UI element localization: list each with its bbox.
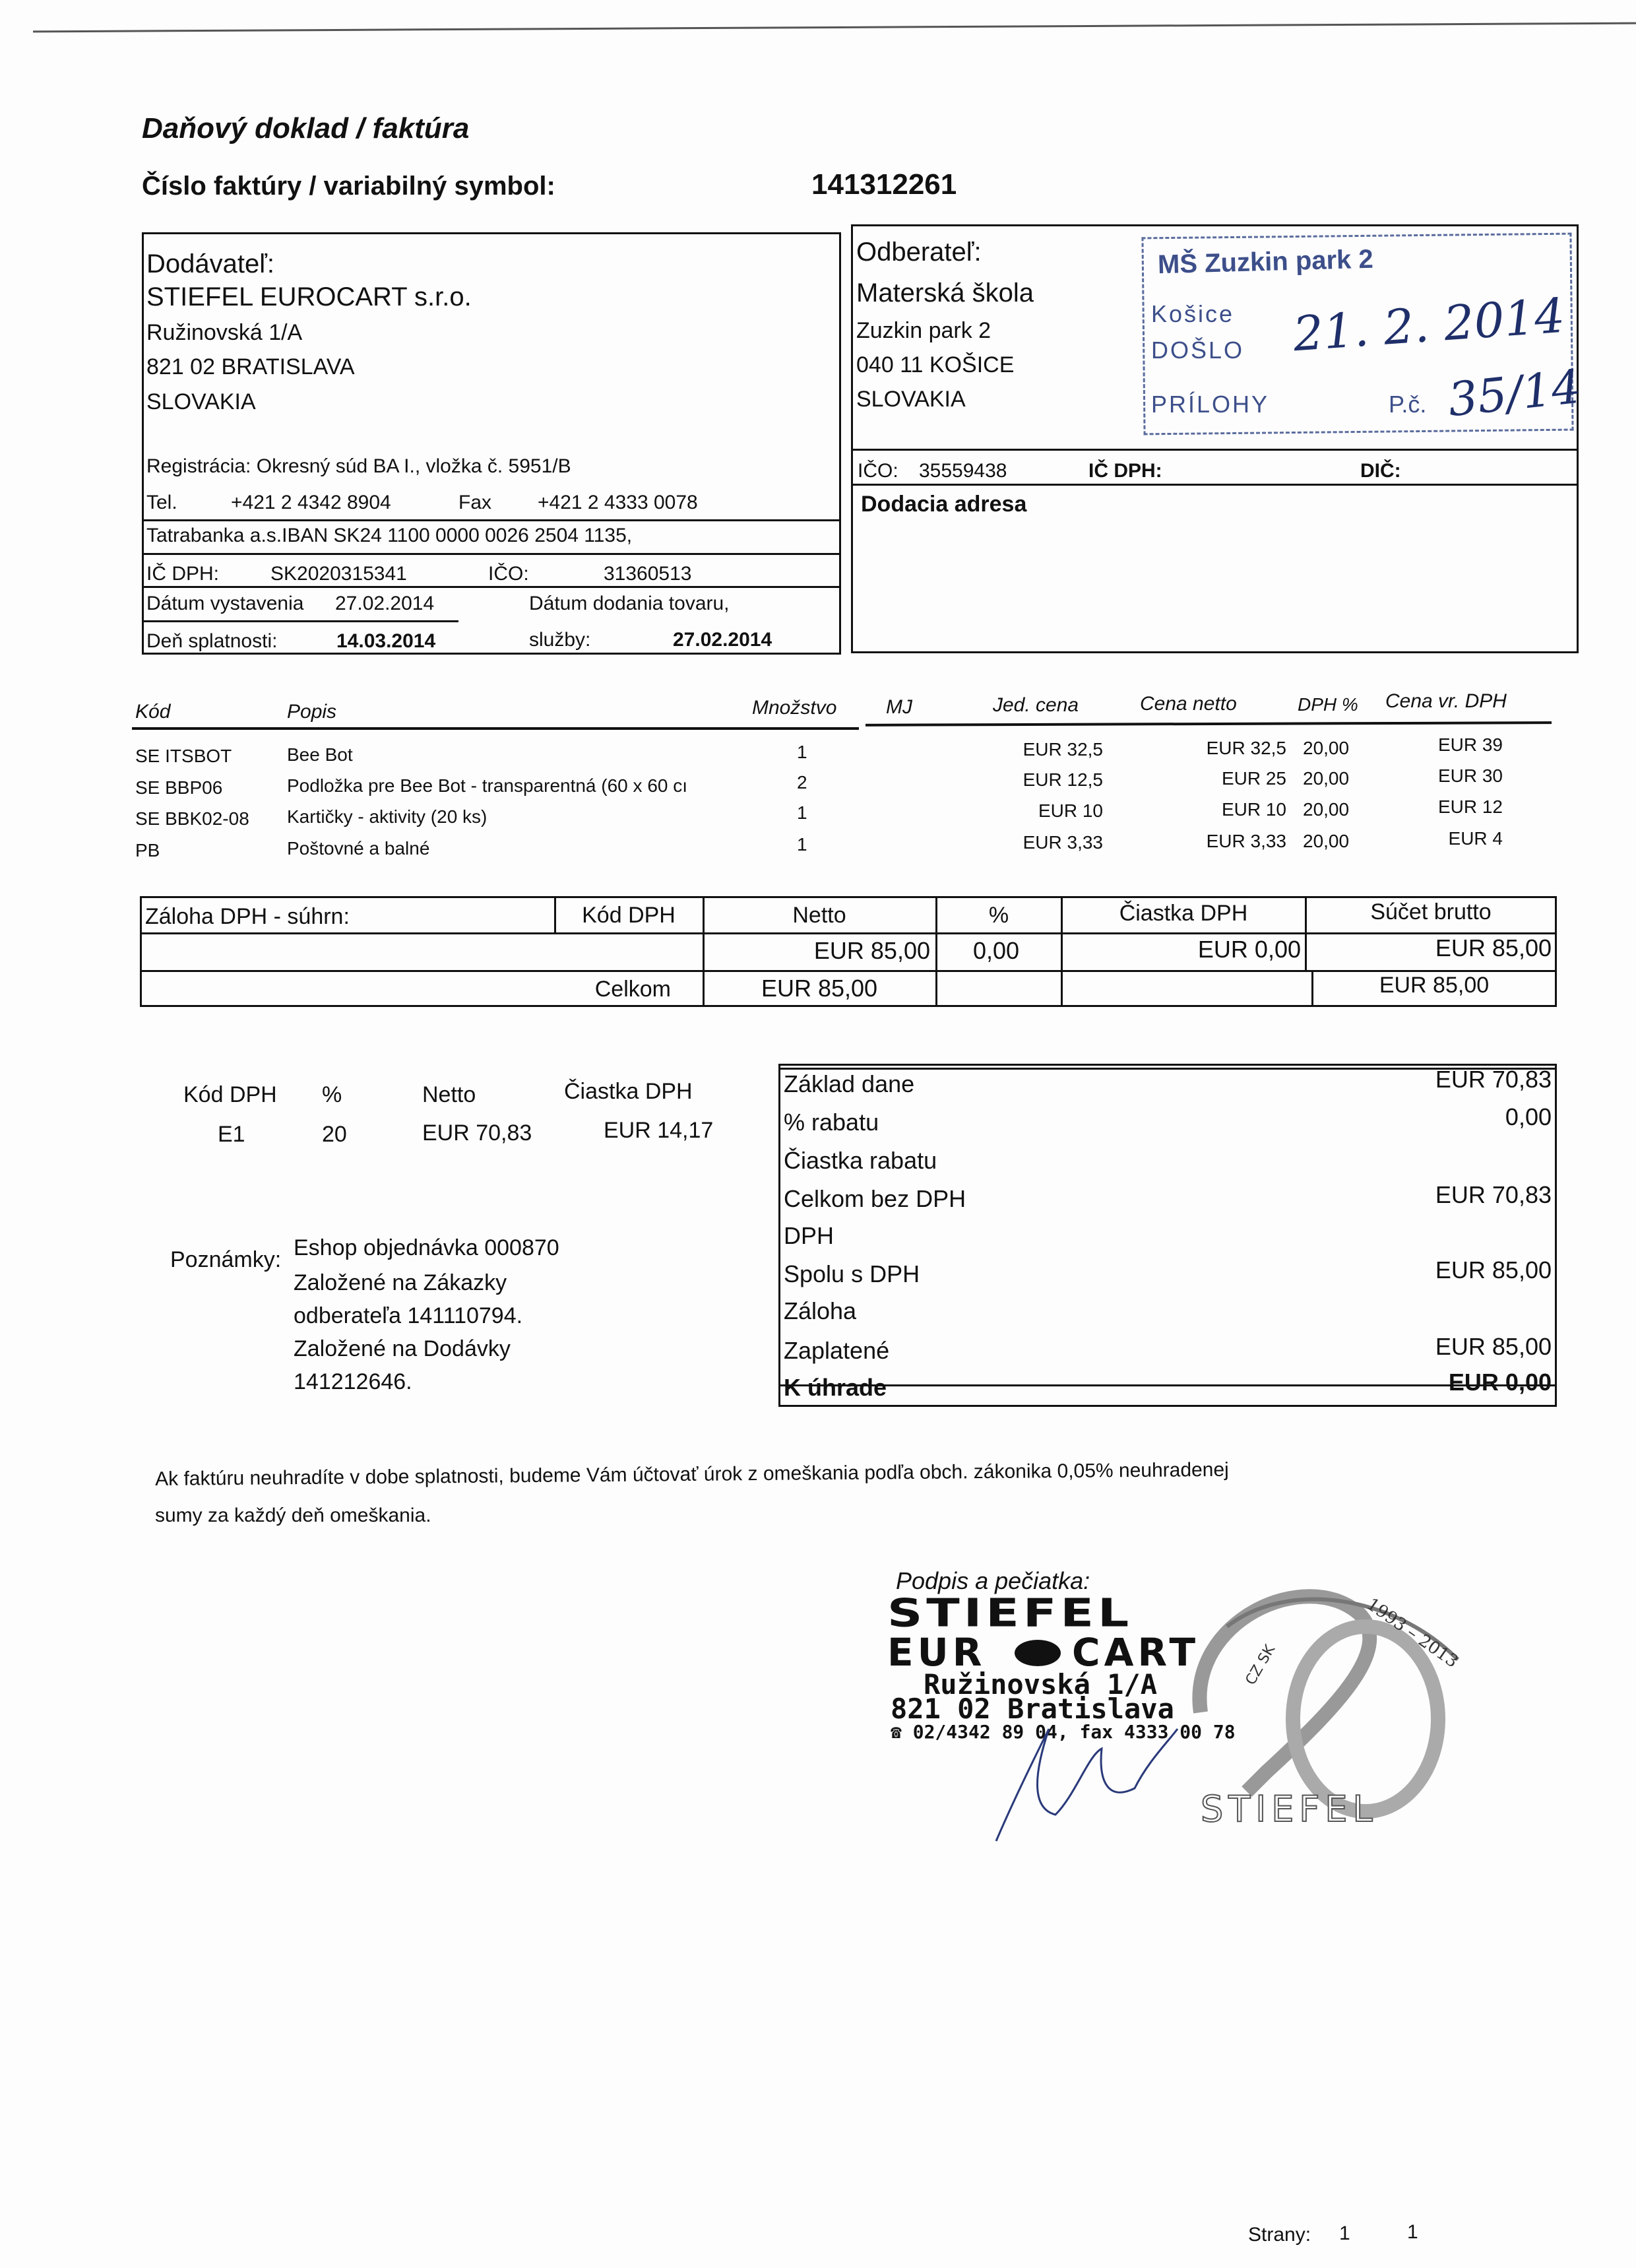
vat-header-pct: %: [322, 1082, 342, 1107]
advance-total-label: Celkom: [594, 977, 671, 1002]
customer-ico-label: IČO:: [858, 460, 898, 482]
supplier-tel-label: Tel.: [146, 492, 177, 513]
customer-name: Materská škola: [856, 278, 1034, 308]
item-vat: 20,00: [1303, 738, 1350, 758]
supplier-city: 821 02 BRATISLAVA: [146, 354, 355, 379]
item-desc: Podložka pre Bee Bot - transparentná (60 x 60 cı: [287, 775, 688, 796]
totals-value: EUR 85,00: [1435, 1256, 1552, 1283]
stamp-pc-handwritten: 35/14: [1445, 359, 1584, 428]
totals-value: 0,00: [1505, 1103, 1552, 1130]
due-date: 14.03.2014: [336, 630, 436, 652]
advance-header-net: Netto: [792, 903, 846, 928]
divider: [142, 519, 841, 521]
totals-label: Zaplatené: [784, 1337, 890, 1364]
totals-value: EUR 85,00: [1435, 1333, 1552, 1360]
item-gross: EUR 4: [1448, 828, 1503, 849]
totals-label: Záloha: [784, 1297, 857, 1324]
vat-net: EUR 70,83: [422, 1120, 532, 1146]
item-vat: 20,00: [1303, 831, 1350, 851]
item-unit-price: EUR 12,5: [1022, 769, 1103, 790]
due-date-label: Deň splatnosti:: [146, 630, 278, 652]
col-header-desc: Popis: [287, 701, 337, 723]
item-code: SE BBP06: [135, 777, 223, 798]
items-header-line: [132, 727, 859, 730]
company-stamp-name: STIEFEL: [887, 1590, 1133, 1636]
advance-net: EUR 85,00: [813, 937, 930, 964]
invoice-number: 141312261: [811, 168, 957, 201]
stamp-line-2: Košice: [1151, 300, 1235, 327]
divider: [851, 484, 1579, 486]
item-desc: Poštovné a balné: [287, 838, 430, 859]
totals-label: Celkom bez DPH: [784, 1185, 966, 1212]
customer-heading: Odberateľ:: [856, 238, 982, 267]
page-current: 1: [1339, 2222, 1350, 2244]
issue-date: 27.02.2014: [335, 593, 435, 614]
advance-header-code: Kód DPH: [582, 903, 676, 928]
company-stamp-street: Ružinovská 1/A: [924, 1668, 1158, 1701]
advance-pct: 0,00: [973, 937, 1020, 964]
divider: [140, 970, 1557, 972]
item-code: PB: [135, 840, 160, 860]
supplier-heading: Dodávateľ:: [146, 249, 275, 278]
vat-code: E1: [218, 1122, 245, 1147]
delivery-date-label-2: služby:: [529, 629, 591, 651]
pages-label: Strany:: [1248, 2224, 1311, 2246]
advance-header-pct: %: [988, 903, 1009, 928]
supplier-icdph-label: IČ DPH:: [146, 563, 220, 585]
page-total: 1: [1407, 2221, 1418, 2243]
delivery-date: 27.02.2014: [673, 629, 772, 651]
item-vat: 20,00: [1303, 768, 1350, 789]
item-qty: 1: [797, 802, 807, 823]
company-stamp-cart: CART: [1072, 1630, 1200, 1675]
company-stamp-phone: ☎ 02/4342 89 04, fax 4333 00 78: [891, 1721, 1236, 1743]
totals-label-due: K úhrade: [784, 1374, 887, 1401]
notes-line: 141212646.: [294, 1369, 412, 1394]
vat-header-vat: Čiastka DPH: [564, 1079, 693, 1104]
company-stamp-eur: EUR: [887, 1630, 986, 1675]
totals-label: % rabatu: [784, 1109, 879, 1136]
item-gross: EUR 39: [1437, 734, 1503, 755]
notes-line: Založené na Dodávky: [294, 1336, 511, 1361]
signature-label: Podpis a pečiatka:: [896, 1567, 1090, 1594]
logo-cz: CZ SK: [1242, 1642, 1279, 1688]
scan-edge-line: [33, 22, 1636, 33]
item-unit-price: EUR 32,5: [1022, 739, 1103, 760]
notes-label: Poznámky:: [170, 1247, 282, 1272]
supplier-bank: Tatrabanka a.s.IBAN SK24 1100 0000 0026 2504 1135,: [146, 525, 633, 546]
item-unit-price: EUR 3,33: [1022, 832, 1103, 853]
col-header-unit-price: Jed. cena: [993, 694, 1079, 716]
stamp-line-1: MŠ Zuzkin park 2: [1157, 244, 1374, 280]
handwritten-signature: [976, 1716, 1187, 1848]
logo-name: STIEFEL: [1201, 1788, 1378, 1830]
divider: [142, 620, 458, 622]
supplier-ico-label: IČO:: [488, 563, 529, 585]
item-unit-price: EUR 10: [1038, 800, 1103, 821]
stamp-pc-label: P.č.: [1389, 391, 1427, 418]
advance-total-gross: EUR 85,00: [1379, 973, 1490, 998]
item-gross: EUR 12: [1437, 796, 1503, 817]
customer-country: SLOVAKIA: [856, 387, 966, 412]
issue-date-label: Dátum vystavenia: [146, 593, 304, 614]
totals-value: EUR 70,83: [1435, 1181, 1552, 1208]
item-qty: 1: [797, 742, 807, 762]
item-desc: Bee Bot: [287, 744, 353, 765]
item-qty: 1: [797, 834, 807, 855]
item-net: EUR 32,5: [1206, 738, 1286, 758]
customer-street: Zuzkin park 2: [856, 318, 991, 343]
supplier-name: STIEFEL EUROCART s.r.o.: [146, 282, 472, 311]
vat-amount: EUR 14,17: [604, 1118, 714, 1143]
col-header-net: Cena netto: [1140, 693, 1237, 715]
customer-icdph-label: IČ DPH:: [1088, 460, 1162, 482]
col-header-gross: Cena vr. DPH: [1385, 690, 1507, 712]
advance-header-gross: Súčet brutto: [1370, 899, 1492, 924]
totals-label: DPH: [784, 1222, 834, 1249]
advance-gross: EUR 85,00: [1435, 934, 1552, 961]
customer-city: 040 11 KOŠICE: [856, 352, 1015, 377]
item-vat: 20,00: [1303, 799, 1350, 820]
item-net: EUR 10: [1221, 799, 1286, 820]
advance-header-vat: Čiastka DPH: [1119, 901, 1248, 926]
vat-header-code: Kód DPH: [183, 1082, 277, 1107]
notes-line: odberateľa 141110794.: [294, 1303, 523, 1328]
items-header-line: [865, 721, 1552, 727]
customer-dic-label: DIČ:: [1360, 460, 1401, 482]
col-header-unit: MJ: [886, 696, 912, 718]
supplier-fax-label: Fax: [458, 492, 492, 513]
anniversary-logo: [1174, 1554, 1471, 1831]
totals-label: Čiastka rabatu: [784, 1147, 937, 1174]
col-header-qty: Množstvo: [752, 697, 837, 719]
divider: [851, 449, 1579, 451]
document-title: Daňový doklad / faktúra: [142, 112, 470, 145]
notes-line: Eshop objednávka 000870: [294, 1235, 559, 1260]
divider: [142, 553, 841, 555]
totals-value-due: EUR 0,00: [1448, 1369, 1552, 1396]
item-code: SE BBK02-08: [135, 808, 249, 829]
signature-stroke: [996, 1729, 1178, 1841]
delivery-address-label: Dodacia adresa: [861, 492, 1027, 517]
totals-value: EUR 70,83: [1435, 1066, 1552, 1093]
stamp-line-3: DOŠLO: [1151, 337, 1245, 364]
col-header-code: Kód: [135, 701, 171, 723]
supplier-tel: +421 2 4342 8904: [231, 492, 391, 513]
supplier-icdph: SK2020315341: [270, 563, 407, 585]
advance-vat: EUR 0,00: [1197, 936, 1301, 963]
penalty-text-2: sumy za každý deň omeškania.: [155, 1505, 431, 1526]
logo-years: 1993 – 2013: [1362, 1594, 1462, 1672]
vat-pct: 20: [322, 1122, 347, 1147]
vat-header-net: Netto: [422, 1082, 476, 1107]
supplier-country: SLOVAKIA: [146, 389, 256, 414]
stamp-line-4: PRÍLOHY: [1151, 391, 1270, 418]
item-net: EUR 25: [1221, 768, 1286, 789]
item-net: EUR 3,33: [1206, 831, 1286, 851]
stamp-date-handwritten: 21. 2. 2014: [1291, 287, 1567, 362]
col-header-vat: DPH %: [1298, 694, 1358, 715]
totals-label: Základ dane: [784, 1070, 915, 1097]
advance-title: Záloha DPH - súhrn:: [145, 904, 350, 929]
customer-ico: 35559438: [919, 460, 1007, 482]
supplier-ico: 31360513: [604, 563, 692, 585]
totals-label: Spolu s DPH: [784, 1260, 920, 1287]
delivery-date-label: Dátum dodania tovaru,: [529, 593, 730, 614]
supplier-fax: +421 2 4333 0078: [538, 492, 698, 513]
penalty-text-1: Ak faktúru neuhradíte v dobe splatnosti, budeme Vám účtovať úrok z omeškania podľa obch. zákonika 0,05% neuhradenej: [155, 1458, 1229, 1490]
item-desc: Kartičky - aktivity (20 ks): [287, 806, 488, 827]
item-gross: EUR 30: [1437, 765, 1503, 786]
supplier-street: Ružinovská 1/A: [146, 320, 303, 345]
item-qty: 2: [797, 772, 807, 793]
invoice-number-label: Číslo faktúry / variabilný symbol:: [142, 172, 555, 201]
advance-total-net: EUR 85,00: [761, 975, 878, 1002]
item-code: SE ITSBOT: [135, 746, 232, 766]
company-stamp-city: 821 02 Bratislava: [891, 1693, 1174, 1725]
divider: [142, 586, 841, 588]
notes-line: Založené na Zákazky: [294, 1270, 507, 1295]
supplier-registration: Registrácia: Okresný súd BA I., vložka č. 5951/B: [146, 455, 571, 477]
eurocart-globe-icon: [1015, 1640, 1061, 1666]
